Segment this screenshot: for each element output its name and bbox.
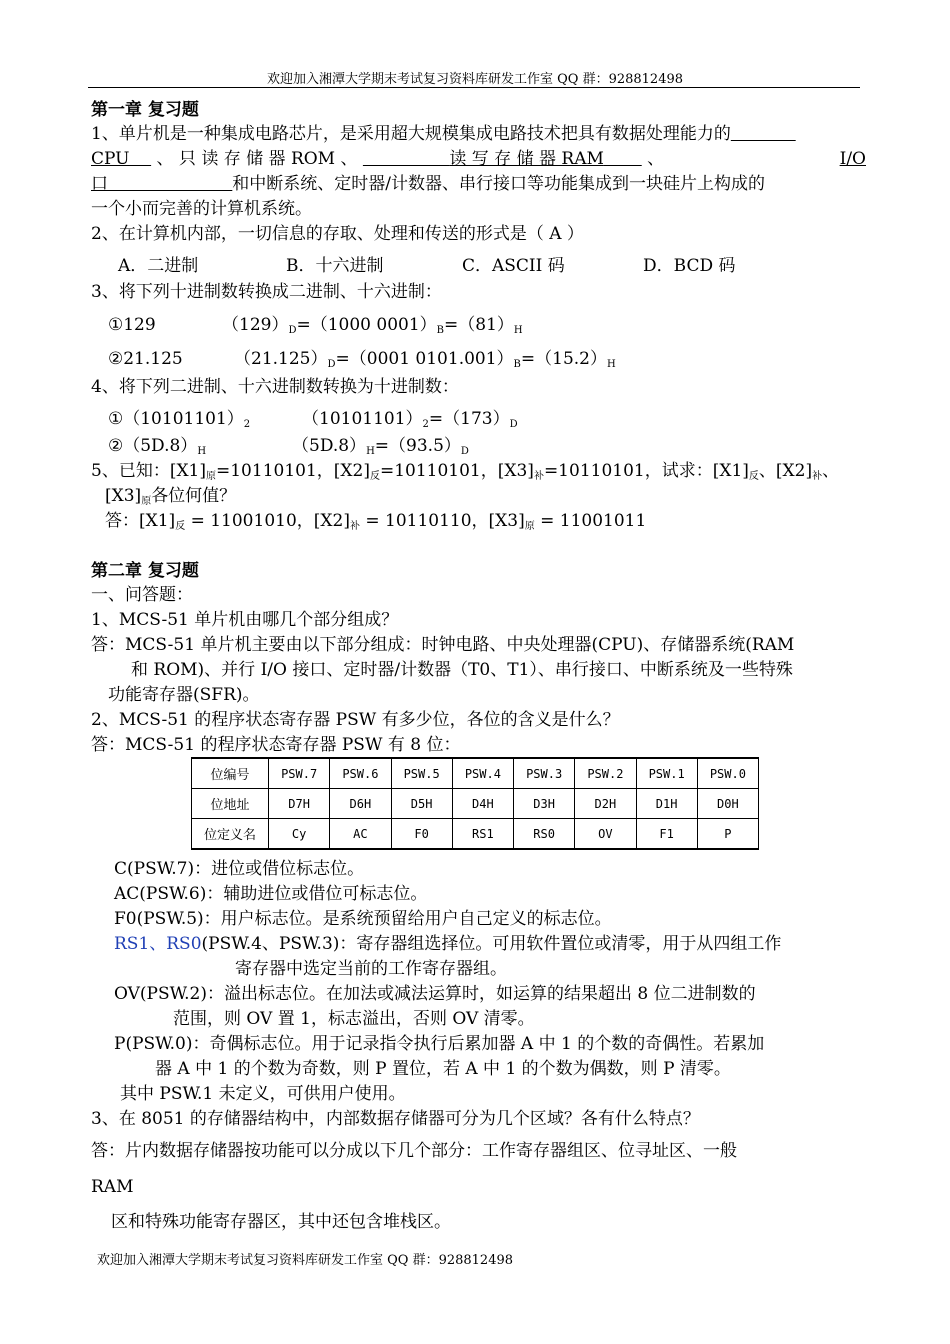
- q4-text: 4、将下列二进制、十六进制数转换为十进制数：: [91, 377, 459, 397]
- q1-line4: 一个小而完善的计算机系统。: [91, 199, 312, 219]
- bit-p: P(PSW.0)：奇偶标志位。用于记录指令执行后累加器 A 中 1 的个数的奇偶性。若累加: [114, 1034, 765, 1054]
- table-cell: PSW.6: [330, 758, 391, 789]
- bit-ov-line2: 范围，则 OV 置 1，标志溢出，否则 OV 清零。: [173, 1009, 535, 1029]
- q3-text: 3、将下列十进制数转换成二进制、十六进制：: [91, 282, 442, 302]
- bit-note: 其中 PSW.1 未定义，可供用户使用。: [120, 1084, 406, 1104]
- table-cell: PSW.2: [575, 758, 636, 789]
- table-row: [192, 819, 759, 850]
- q5-line2: $[X3]_原$各位何值？: [105, 486, 237, 507]
- table-row: [192, 758, 759, 789]
- bit-rs: RS1、RS0(PSW.4、PSW.3)：寄存器组选择位。可用软件置位或清零，用于从四组工作: [114, 934, 782, 954]
- q3-item1-label: ①129: [108, 315, 156, 335]
- table-cell: D5H: [391, 789, 452, 819]
- q4-item2-answer: $(5D.8)_H=(93.5)_D$: [292, 436, 469, 457]
- q1-line2: [91, 148, 866, 170]
- table-cell: F1: [636, 819, 697, 850]
- q2-opt-d: D．BCD 码: [643, 256, 736, 276]
- table-cell: PSW.1: [636, 758, 697, 789]
- table-cell: AC: [330, 819, 391, 850]
- q1-line1: [91, 123, 796, 145]
- table-cell: D6H: [330, 789, 391, 819]
- bit-p-line2: 器 A 中 1 的个数为奇数，则 P 置位，若 A 中 1 的个数为偶数，则 P 清零。: [155, 1059, 731, 1079]
- ch2-a3-line2: RAM: [91, 1177, 134, 1197]
- ch2-q1: 1、MCS-51 单片机由哪几个部分组成？: [91, 610, 399, 630]
- bit-f0: F0(PSW.5)：用户标志位。是系统预留给用户自己定义的标志位。: [114, 909, 612, 929]
- psw-table: [191, 757, 759, 850]
- page-footer: 欢迎加入湘潭大学期末考试复习资料库研发工作室 QQ 群：928812498: [97, 1253, 514, 1268]
- ch2-a1-line1: 答：MCS-51 单片机主要由以下部分组成：时钟电路、中央处理器(CPU)、存储器系统(RAM: [91, 635, 795, 655]
- q4-item1-answer: $(10101101)_2=(173)_D$: [302, 409, 518, 430]
- table-cell: D2H: [575, 789, 636, 819]
- chapter2-title: 第二章 复习题: [91, 561, 199, 581]
- bit-rs-name: RS1、RS0: [114, 934, 202, 954]
- table-cell: D7H: [269, 789, 330, 819]
- table-cell: D0H: [697, 789, 758, 819]
- table-cell: 位定义名: [192, 819, 269, 850]
- ch2-a2: 答：MCS-51 的程序状态寄存器 PSW 有 8 位：: [91, 735, 461, 755]
- q4-item1-label: $①(10101101)_2$: [108, 409, 251, 430]
- q2-opt-a: A．二进制: [118, 256, 199, 276]
- ch2-a1-line3: 功能寄存器(SFR)。: [108, 685, 260, 705]
- q1-blank3b: 口: [91, 174, 108, 194]
- table-cell: RS0: [514, 819, 575, 850]
- q2-opt-c: C．ASCII 码: [462, 256, 565, 276]
- table-cell: PSW.5: [391, 758, 452, 789]
- ch2-a3-line3: 区和特殊功能寄存器区，其中还包含堆栈区。: [111, 1212, 451, 1232]
- q1-blank3: I/O: [839, 149, 866, 169]
- header-rule: [88, 87, 860, 88]
- page-header: 欢迎加入湘潭大学期末考试复习资料库研发工作室 QQ 群：928812498: [266, 72, 684, 87]
- q1-text: 1、单片机是一种集成电路芯片，是采用超大规模集成电路技术把具有数据处理能力的: [91, 124, 731, 144]
- bit-ov: OV(PSW.2)：溢出标志位。在加法或减法运算时，如运算的结果超出 8 位二进制数的: [114, 984, 756, 1004]
- table-cell: PSW.7: [269, 758, 330, 789]
- q1-blank1-lead: [731, 124, 796, 144]
- table-cell: RS1: [452, 819, 513, 850]
- ch2-q3: 3、在 8051 的存储器结构中，内部数据存储器可分为几个区域？各有什么特点？: [91, 1109, 700, 1129]
- q1-blank1: CPU: [91, 149, 130, 169]
- chapter1-title: 第一章 复习题: [91, 100, 199, 120]
- q5-answer: 答：$[X1]_反 = 11001010$，$[X2]_补 = 10110110$，$[X3]_原 = 11001011$: [105, 511, 647, 532]
- bit-ac: AC(PSW.6)：辅助进位或借位可标志位。: [114, 884, 428, 904]
- q4-item2-label: $②(5D.8)_H$: [108, 436, 207, 457]
- table-cell: PSW.4: [452, 758, 513, 789]
- q2-text: 2、在计算机内部，一切信息的存取、处理和传送的形式是（ A ）: [91, 224, 584, 244]
- table-cell: D4H: [452, 789, 513, 819]
- table-cell: OV: [575, 819, 636, 850]
- table-cell: PSW.3: [514, 758, 575, 789]
- ch2-a1-line2: 和 ROM)、并行 I/O 接口、定时器/计数器（T0、T1）、串行接口、中断系统及一些特殊: [131, 660, 793, 680]
- table-cell: F0: [391, 819, 452, 850]
- bit-rs-line2: 寄存器中选定当前的工作寄存器组。: [235, 959, 507, 979]
- bit-c: C(PSW.7)：进位或借位标志位。: [114, 859, 365, 879]
- table-cell: Cy: [269, 819, 330, 850]
- q1-blank2: 读 写 存 储 器 RAM: [449, 149, 604, 169]
- q5-line1: 5、已知：$[X1]_原=10110101$，$[X2]_反=10110101$，$[X3]_补=10110101$，试求：$[X1]_反$、$[X2]_补$、: [91, 461, 840, 482]
- table-cell: D3H: [514, 789, 575, 819]
- ch2-section: 一、问答题：: [91, 585, 193, 605]
- q3-item1-answer: $(129)_D=(1000$ $0001)_B=(81)_H$: [222, 315, 523, 336]
- table-cell: 位地址: [192, 789, 269, 819]
- table-cell: D1H: [636, 789, 697, 819]
- q1-sep1: 、 只 读 存 储 器 ROM 、: [156, 149, 358, 169]
- table-cell: P: [697, 819, 758, 850]
- table-row: [192, 789, 759, 819]
- table-cell: 位编号: [192, 758, 269, 789]
- ch2-a3-line1: 答：片内数据存储器按功能可以分成以下几个部分：工作寄存器组区、位寻址区、一般: [91, 1141, 737, 1161]
- q2-opt-b: B．十六进制: [286, 256, 384, 276]
- q1-line3-text: 和中断系统、定时器/计数器、串行接口等功能集成到一块硅片上构成的: [232, 174, 766, 194]
- ch2-q2: 2、MCS-51 的程序状态寄存器 PSW 有多少位，各位的含义是什么？: [91, 710, 620, 730]
- q1-sep2: 、: [647, 149, 665, 169]
- q1-line3: [91, 173, 765, 195]
- table-cell: PSW.0: [697, 758, 758, 789]
- q3-item2-label: ②21.125: [108, 349, 183, 369]
- q3-item2-answer: $(21.125)_D=(0001$ $0101.001)_B=(15.2)_H$: [234, 349, 616, 370]
